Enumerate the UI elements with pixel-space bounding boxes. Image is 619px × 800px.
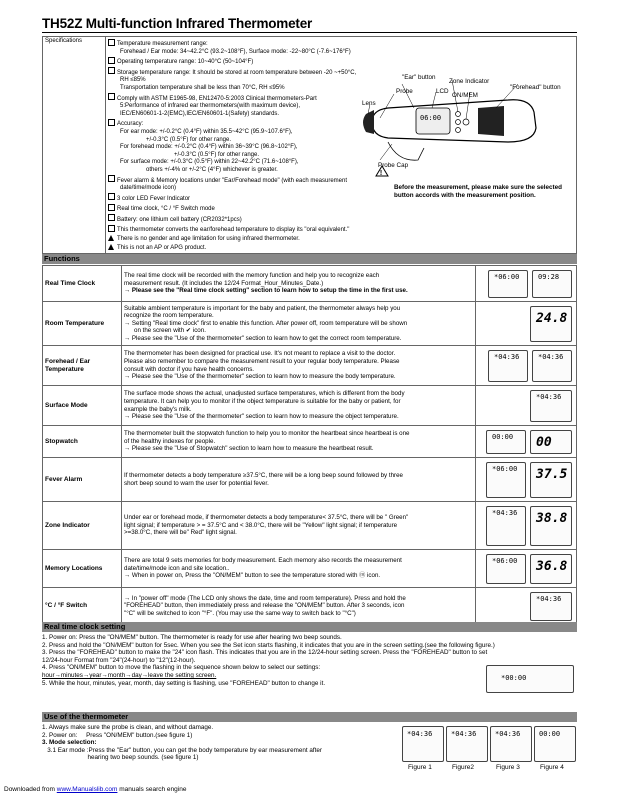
spec-line — [108, 49, 408, 57]
lcd-value: *04:36 — [538, 352, 564, 361]
spec-text: +/-0.3°C (0.5°F) for other range. — [174, 151, 260, 158]
function-row — [43, 302, 577, 346]
rtc-step: 4. Press "ON/MEM" button to move the flashing in the sequence shown below to select our settings: — [42, 664, 321, 672]
function-name: Forehead / Ear Temperature — [43, 346, 122, 386]
ear-button-label: "Ear" button — [402, 74, 436, 81]
rtc-step: 1. Power on: Press the "ON/MEM" button. The thermometer is ready for use after hearing two beep sounds. — [42, 634, 342, 641]
description-line: → Please see the "Use of Stopwatch" section to learn how to measure the heartbeat result. — [124, 445, 374, 453]
description-line: The surface mode shows the actual, unadjusted surface temperatures, which is different from the body — [124, 390, 405, 398]
lcd-display — [530, 506, 572, 546]
spec-line — [108, 214, 408, 225]
document-title: TH52Z Multi-function Infrared Thermometer — [42, 16, 313, 31]
svg-text:06:00: 06:00 — [420, 114, 442, 122]
lcd-value: *04:36 — [536, 594, 562, 603]
figure-lcd — [534, 726, 576, 762]
lcd-display — [530, 430, 572, 454]
footer-link[interactable]: www.Manualslib.com — [56, 786, 118, 793]
warning-icon — [108, 244, 114, 250]
spec-text: For surface mode: +/-0.3°C (0.5°F) within 22~42.2°C (71.6~108°F), — [120, 159, 299, 166]
function-name: Surface Mode — [43, 386, 122, 426]
function-name: Memory Locations — [43, 550, 122, 588]
lcd-value: 00:00 — [492, 432, 514, 441]
description-line: If thermometer detects a body temperature ≥37.5°C, there will be a long beep sound followed by three — [124, 471, 403, 479]
function-display — [476, 386, 577, 426]
description-line: "°C" will be switched to icon "°F". (You may use the same way to switch back to "°C") — [124, 609, 356, 617]
checkbox-icon — [108, 39, 115, 46]
svg-text:!: ! — [379, 170, 383, 177]
description-line: measurement result. (It includes the 12/24 Format_Hour_Minutes_Date.) — [124, 279, 324, 287]
function-name: °C / °F Switch — [43, 588, 122, 625]
rtc-step: 2. Press and hold the "ON/MEM" button for 5sec. When you see the Set icon starts flashing, it indicates that you are in the screen setting.(see the following figure.) — [42, 641, 495, 649]
description-line: The thermometer has been designed for practical use. It's not meant to replace a visit to the doctor. — [124, 350, 396, 358]
description-line: → Please see the "Use of the thermometer" section to learn how to measure the body temperature. — [124, 373, 396, 381]
lcd-value: *04:36 — [494, 352, 520, 361]
description-line: "FOREHEAD" button, then immediately press and release the "ON/MEM" button. After 3 seconds, icon — [124, 602, 405, 610]
checkbox-icon — [108, 57, 115, 64]
lcd-display — [530, 390, 572, 422]
spec-text: 3 color LED Fever Indicator — [117, 195, 191, 202]
spec-text: Operating temperature range: 10~40°C (50~104°F) — [117, 59, 254, 66]
spec-text: Fever alarm & Memory locations under "Ear/Forehead mode" (with each measurement — [117, 177, 348, 184]
function-row — [43, 550, 577, 588]
checkbox-icon — [108, 93, 115, 100]
spec-line — [108, 224, 408, 235]
use-step: 1. Always make sure the probe is clean, and without damage. — [42, 724, 214, 731]
function-description — [122, 426, 476, 458]
spec-text: +/-0.3°C (0.5°F) for other range. — [146, 136, 232, 143]
description-line: The thermometer built the stopwatch function to help you to monitor the heartbeat since heartbeat is one — [124, 430, 410, 438]
figure-caption: Figure2 — [452, 764, 475, 771]
checkbox-icon — [108, 67, 115, 74]
function-row — [43, 346, 577, 386]
description-line: short beep sound to warn the user for potential fever. — [124, 479, 269, 487]
lcd-value: *06:00 — [492, 464, 518, 473]
spec-text: Battery: one lithium cell battery (CR2032*1pcs) — [117, 216, 242, 223]
spec-text: Transportation temperature shall be less than 70°C, RH ≤95% — [120, 84, 285, 91]
figure-caption: Figure 3 — [496, 764, 520, 771]
use-step: 3. Mode selection: — [42, 739, 97, 747]
spec-text: For ear mode: +/-0.2°C (0.4°F) within 35.5~42°C (95.9~107.6°F), — [120, 128, 293, 135]
description-line: on the screen with ✔ icon. — [134, 327, 206, 335]
description-line: of the healthy indexes for people. — [124, 437, 216, 445]
warning-icon — [108, 235, 114, 241]
lcd-value: 24.8 — [536, 310, 568, 326]
function-name: Room Temperature — [43, 302, 122, 346]
function-display — [476, 588, 577, 625]
lcd-display — [530, 306, 572, 342]
description-line: Under ear or forehead mode, if thermometer detects a body temperature< 37.5°C, there will be " Green" — [124, 514, 409, 522]
footer-prefix: Downloaded from — [4, 786, 57, 793]
function-description — [122, 346, 476, 386]
checkbox-icon — [108, 193, 115, 200]
lcd-value: 36.8 — [536, 558, 568, 574]
spec-text: others +/-4% or +/-2°C (4°F) whichever is greater. — [146, 166, 278, 173]
rtc-step: hour→minutes→year→month→day→leave the setting screen. — [42, 671, 217, 679]
description-line: light signal; if temperature > = 37.5°C and < 38.0°C, there will be "Yellow" light signal; if temperature — [124, 521, 398, 529]
spec-text: Accuracy: — [117, 121, 144, 128]
function-name: Zone Indicator — [43, 502, 122, 550]
checkbox-icon — [108, 204, 115, 211]
function-row — [43, 426, 577, 458]
lcd-display — [530, 554, 572, 584]
function-row — [43, 588, 577, 625]
function-name: Stopwatch — [43, 426, 122, 458]
rtc-lcd — [486, 665, 574, 693]
spec-text: Forehead / Ear mode: 34~42.2°C (93.2~108°F), Surface mode: -22~80°C (-7.6~176°F) — [120, 48, 351, 55]
probe-label: Probe — [396, 88, 413, 95]
lcd-label: LCD — [436, 88, 449, 95]
description-line: There are total 9 sets memories for body measurement. Each memory also records the measurement — [124, 557, 402, 565]
spec-text: RH ≤85% — [120, 77, 146, 84]
lcd-display — [486, 506, 526, 546]
spec-text: Storage temperature range: It should be stored at room temperature between -20 ~+50°C, — [117, 69, 357, 76]
description-line: example the baby's milk. — [124, 405, 192, 413]
lcd-value: 00 — [536, 434, 552, 450]
rtc-step: 12/24-hour Format from "24"(24-hour) to "12"(12-hour). — [42, 656, 196, 664]
function-display — [476, 550, 577, 588]
function-display — [476, 426, 577, 458]
description-line: Suitable ambient temperature is important for the baby and patient, the thermometer always help you — [124, 304, 401, 312]
description-line: → Setting "Real time clock" first to enable this function. After power off, room temperature will be shown — [124, 319, 408, 327]
footer-suffix: manuals search engine — [117, 786, 187, 793]
checkbox-icon — [108, 175, 115, 182]
function-description — [122, 302, 476, 346]
description-line: → When in power on, Press the "ON/MEM" button to see the temperature stored with ⓜ icon. — [124, 572, 381, 580]
spec-line — [108, 203, 408, 214]
figure-lcd-value: *04:36 — [407, 730, 433, 738]
rtc-step: 3. Press the "FOREHEAD" button to make the "24" icon flash. This indicates that you are in the 12/24-hour setting screen. Press the "FOREHEAD" button to set — [42, 649, 488, 657]
use-step: 2. Power on: Press "ON/MEM" button.(see figure 1) — [42, 731, 193, 739]
description-line: recognize the room temperature. — [124, 312, 214, 320]
function-description — [122, 550, 476, 588]
function-display — [476, 346, 577, 386]
figure-lcd — [446, 726, 488, 762]
spec-line — [108, 235, 408, 244]
lcd-display — [488, 350, 528, 382]
function-display — [476, 458, 577, 502]
function-description — [122, 588, 476, 625]
description-line: Please also remember to compare the measurement result to your regular body temperature. Please — [124, 357, 400, 365]
spec-text: Temperature measurement range: — [117, 41, 208, 47]
description-line: temperature. It can help you to monitor if the object temperature is suitable for the baby or patient, for — [124, 397, 401, 405]
figure-lcd — [490, 726, 532, 762]
description-line: → Please see the "Use of the thermometer" section to learn how to measure the object temperature. — [124, 413, 399, 421]
spec-text: This is not an AP or APG product. — [117, 244, 207, 251]
lcd-display — [532, 270, 572, 298]
specifications-label: Specifications — [43, 37, 106, 254]
spec-text: For forehead mode: +/-0.2°C (0.4°F) within 36~39°C (96.8~102°F), — [120, 144, 298, 151]
lcd-display — [530, 592, 572, 621]
use-steps — [42, 724, 402, 762]
use-step: hearing two beep sounds. (see figure 1) — [42, 754, 199, 762]
description-line: → Please see the "Real time clock setting" section to learn how to setup the time in the first use. — [124, 287, 408, 295]
function-name: Real Time Clock — [43, 266, 122, 302]
description-line: → Please see the "Use of the thermometer" section to learn how to get the correct room temperature. — [124, 334, 402, 342]
figure-caption: Figure 1 — [408, 764, 432, 771]
description-line: >=38.0°C, there will be" Red" light signal. — [124, 529, 237, 537]
measurement-warning: Before the measurement, please make sure the selected button accords with the measurement position. — [394, 184, 562, 199]
use-step: 3.1 Ear mode :Press the "Ear" button, you can get the body temperature by ear measurement after — [42, 746, 322, 754]
checkbox-icon — [108, 225, 115, 232]
spec-text: Comply with ASTM E1965-98, EN12470-5:2003 Clinical thermometers-Part — [117, 95, 317, 102]
lcd-display — [530, 462, 572, 498]
function-row — [43, 266, 577, 302]
lcd-display — [488, 270, 528, 298]
function-description — [122, 458, 476, 502]
function-description — [122, 502, 476, 550]
lcd-display — [486, 554, 526, 584]
lens-label: Lens — [362, 100, 376, 107]
footer — [4, 786, 186, 793]
description-line: The real time clock will be recorded with the memory function and help you to recognize each — [124, 272, 380, 280]
function-description — [122, 386, 476, 426]
zone-indicator-label: Zone Indicator — [449, 78, 490, 85]
rtc-lcd-time: *00:00 — [501, 674, 527, 682]
function-name: Fever Alarm — [43, 458, 122, 502]
checkbox-icon — [108, 214, 115, 221]
spec-line — [108, 244, 408, 253]
lcd-value: *04:36 — [536, 392, 562, 401]
figure-caption: Figure 4 — [540, 764, 564, 771]
spec-text: date/time/mode icon) — [120, 185, 177, 192]
function-display — [476, 502, 577, 550]
lcd-value: *04:36 — [492, 508, 518, 517]
lcd-value: 09:28 — [538, 272, 560, 281]
lcd-value: *06:00 — [492, 556, 518, 565]
forehead-button-label: "Forehead" button — [510, 84, 561, 91]
use-header: Use of the thermometer — [42, 712, 577, 722]
description-line: date/time/mode icon and site location.. — [124, 564, 230, 572]
figure-lcd — [402, 726, 444, 762]
spec-line — [108, 38, 408, 49]
spec-text: This thermometer converts the ear/forehead temperature to display its "oral equivalent." — [117, 227, 350, 234]
functions-header: Functions — [42, 254, 577, 264]
rtc-header: Real time clock setting — [42, 622, 577, 632]
function-description — [122, 266, 476, 302]
description-line: → In "power off" mode (The LCD only shows the date, time and room temperature). Press and hold the — [124, 594, 406, 602]
spec-text: There is no gender and age limitation for using infrared thermometer. — [117, 236, 300, 243]
lcd-display — [486, 430, 526, 454]
figure-lcd-value: *04:36 — [495, 730, 521, 738]
spec-text: 5:Performance of infrared ear thermometers(with maximum device), — [120, 103, 301, 110]
functions-table — [42, 265, 577, 625]
function-row — [43, 386, 577, 426]
probe-cap-label: Probe Cap — [378, 162, 409, 169]
function-display — [476, 266, 577, 302]
spec-text: IEC/EN60601-1-2(EMC),IEC/EN60601-1(Safety) standards. — [120, 110, 280, 117]
lcd-value: 37.5 — [536, 466, 568, 482]
figure-lcd-value: 00:00 — [539, 730, 561, 738]
spec-text: Real time clock, °C / °F Switch mode — [117, 206, 215, 213]
title-rule — [42, 32, 577, 33]
function-row — [43, 458, 577, 502]
on-mem-label: ON/MEM — [452, 92, 478, 99]
checkbox-icon — [108, 119, 115, 126]
description-line: consult with doctor if you have health concerns. — [124, 365, 255, 373]
lcd-value: 38.8 — [536, 510, 568, 526]
rtc-step: 5. While the hour, minutes, year, month, day setting is flashing, use "FOREHEAD" button to change it. — [42, 679, 326, 687]
lcd-display — [532, 350, 572, 382]
function-display — [476, 302, 577, 346]
function-row — [43, 502, 577, 550]
lcd-display — [486, 462, 526, 498]
figure-lcd-value: *04:36 — [451, 730, 477, 738]
lcd-value: *06:00 — [494, 272, 520, 281]
